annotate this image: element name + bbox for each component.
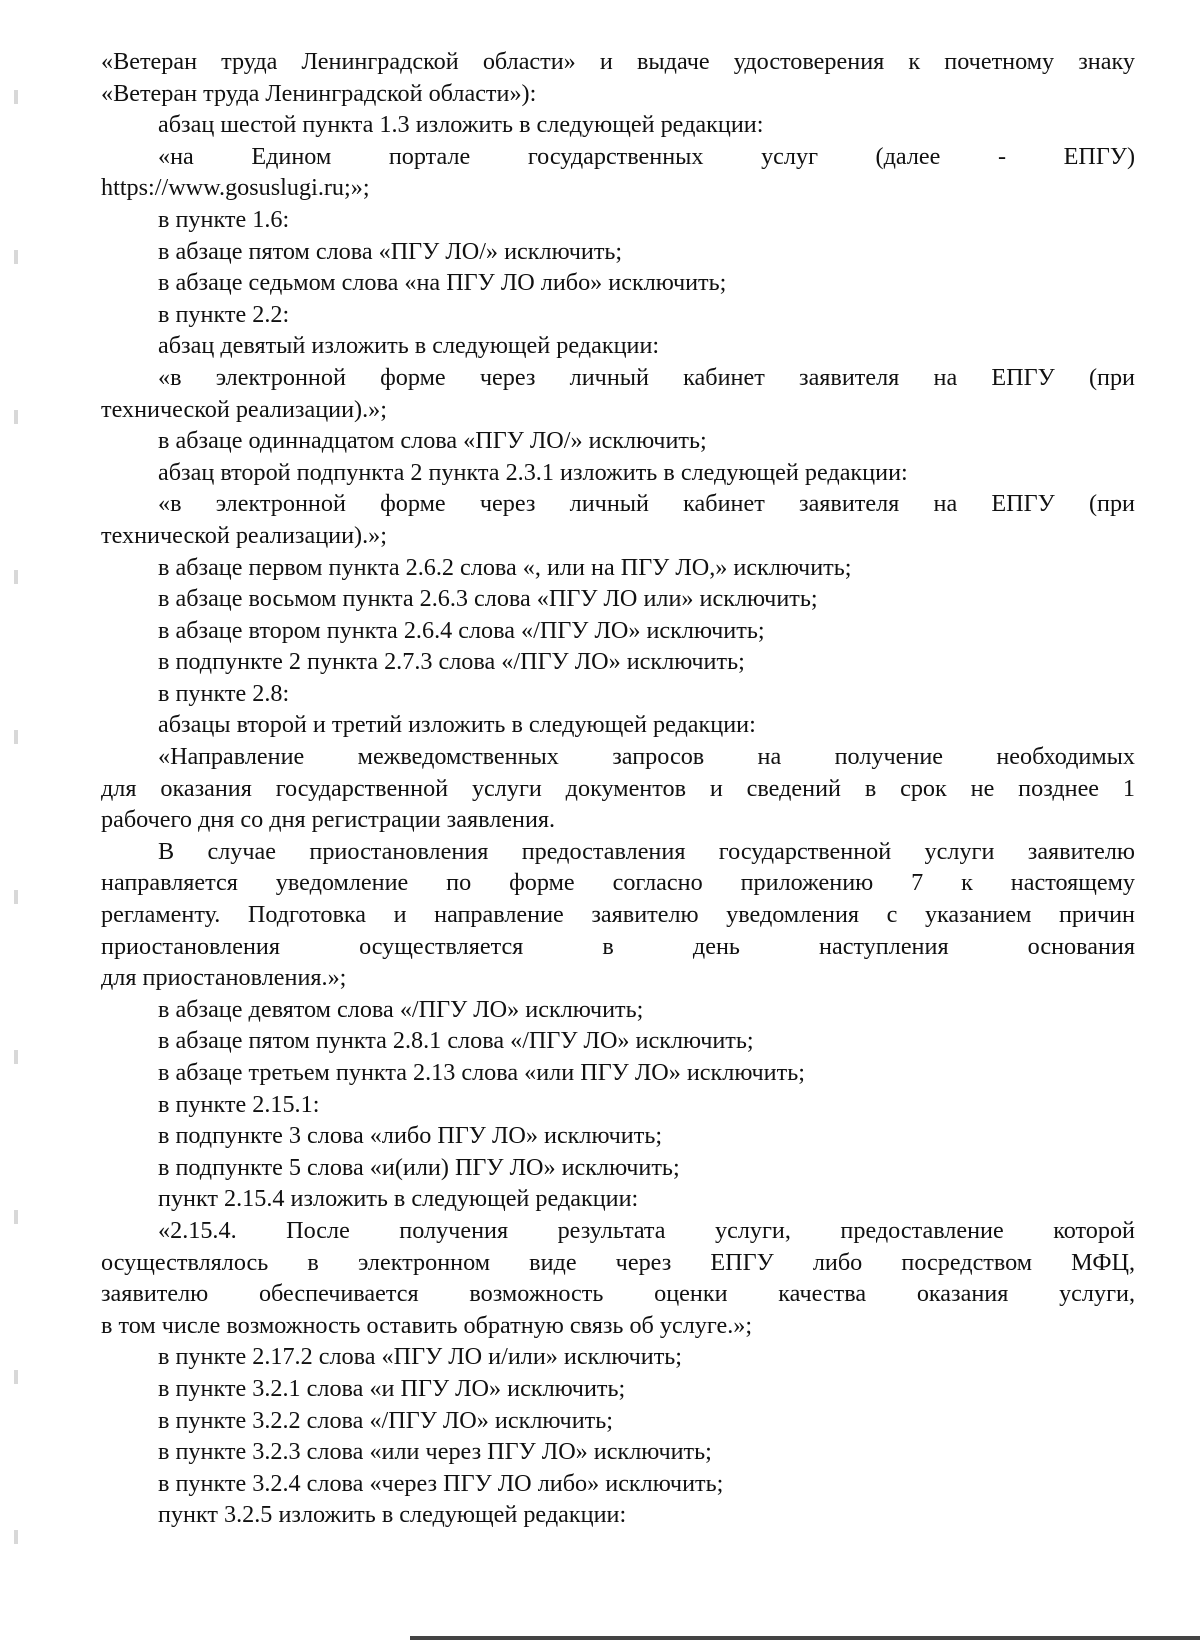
document-body — [101, 46, 1135, 1531]
text-line: технической реализации).»; — [101, 395, 387, 423]
text-line: в абзаце первом пункта 2.6.2 слова «, или на ПГУ ЛО,» исключить; — [158, 553, 852, 581]
text-line: абзац второй подпункта 2 пункта 2.3.1 изложить в следующей редакции: — [158, 458, 908, 486]
text-line: в абзаце девятом слова «/ПГУ ЛО» исключить; — [158, 995, 644, 1023]
text-line: абзацы второй и третий изложить в следующей редакции: — [158, 711, 756, 739]
text-line: в абзаце седьмом слова «на ПГУ ЛО либо» исключить; — [158, 269, 727, 297]
text-line: приостановления осуществляется в день наступления основания — [101, 932, 1135, 960]
text-line: в пункте 2.17.2 слова «ПГУ ЛО и/или» исключить; — [158, 1343, 683, 1371]
text-line: в пункте 1.6: — [158, 205, 290, 233]
text-line: в абзаце третьем пункта 2.13 слова «или ПГУ ЛО» исключить; — [158, 1059, 805, 1086]
text-line: В случае приостановления предоставления государственной услуги заявителю — [158, 837, 1135, 865]
text-line: в пункте 3.2.3 слова «или через ПГУ ЛО» исключить; — [158, 1438, 712, 1466]
text-line: в пункте 2.8: — [158, 679, 290, 707]
text-line: пункт 2.15.4 изложить в следующей редакции: — [158, 1185, 639, 1213]
text-line: https://www.gosuslugi.ru;»; — [101, 174, 370, 202]
text-line: технической реализации).»; — [101, 521, 387, 549]
text-line: в пункте 3.2.2 слова «/ПГУ ЛО» исключить; — [158, 1406, 613, 1434]
text-line: в пункте 3.2.1 слова «и ПГУ ЛО» исключить; — [158, 1374, 626, 1402]
text-line: для приостановления.»; — [101, 964, 347, 992]
text-line: абзац шестой пункта 1.3 изложить в следующей редакции: — [158, 111, 764, 139]
text-line: в пункте 2.15.1: — [158, 1090, 320, 1118]
text-line: в абзаце пятом слова «ПГУ ЛО/» исключить; — [158, 237, 623, 265]
text-line: «Ветеран труда Ленинградской области»): — [101, 79, 537, 107]
text-line: регламенту. Подготовка и направление заявителю уведомления с указанием причин — [101, 901, 1135, 929]
text-line: рабочего дня со дня регистрации заявления. — [101, 806, 556, 834]
text-line: абзац девятый изложить в следующей редакции: — [158, 332, 660, 360]
text-line: в абзаце втором пункта 2.6.4 слова «/ПГУ ЛО» исключить; — [158, 616, 765, 644]
text-line: «на Едином порталe государственных услуг (далее - ЕПГУ) — [158, 142, 1135, 170]
text-line: в том числе возможность оставить обратную связь об услуге.»; — [101, 1311, 753, 1339]
text-line: в абзаце пятом пункта 2.8.1 слова «/ПГУ ЛО» исключить; — [158, 1027, 754, 1055]
text-line: «в электронной форме через личный кабинет заявителя на ЕПГУ (при — [158, 363, 1135, 391]
text-line: «2.15.4. После получения результата услуги, предоставление которой — [158, 1216, 1135, 1244]
text-line: в пункте 3.2.4 слова «через ПГУ ЛО либо» исключить; — [158, 1469, 724, 1497]
text-line: в абзаце восьмом пункта 2.6.3 слова «ПГУ ЛО или» исключить; — [158, 585, 818, 613]
text-line: в подпункте 2 пункта 2.7.3 слова «/ПГУ ЛО» исключить; — [158, 648, 745, 676]
text-line: в подпункте 5 слова «и(или) ПГУ ЛО» исключить; — [158, 1153, 680, 1181]
text-line: направляется уведомление по форме согласно приложению 7 к настоящему — [101, 869, 1135, 897]
text-line: осуществлялось в электронном виде через ЕПГУ либо посредством МФЦ, — [101, 1248, 1135, 1276]
text-line: в абзаце одиннадцатом слова «ПГУ ЛО/» исключить; — [158, 427, 707, 455]
text-line: в пункте 2.2: — [158, 300, 290, 328]
text-line: «Ветеран труда Ленинградской области» и выдаче удостоверения к почетному знаку — [101, 48, 1135, 75]
scan-margin-artifacts — [14, 0, 18, 1645]
text-line: «в электронной форме через личный кабинет заявителя на ЕПГУ (при — [158, 490, 1135, 518]
text-line: для оказания государственной услуги документов и сведений в срок не позднее 1 — [101, 774, 1135, 802]
text-line: пункт 3.2.5 изложить в следующей редакции: — [158, 1501, 627, 1529]
text-line: в подпункте 3 слова «либо ПГУ ЛО» исключить; — [158, 1122, 663, 1150]
text-line: «Направление межведомственных запросов на получение необходимых — [158, 743, 1135, 771]
text-line: заявителю обеспечивается возможность оценки качества оказания услуги, — [101, 1280, 1135, 1308]
page-bottom-edge — [410, 1636, 1200, 1640]
